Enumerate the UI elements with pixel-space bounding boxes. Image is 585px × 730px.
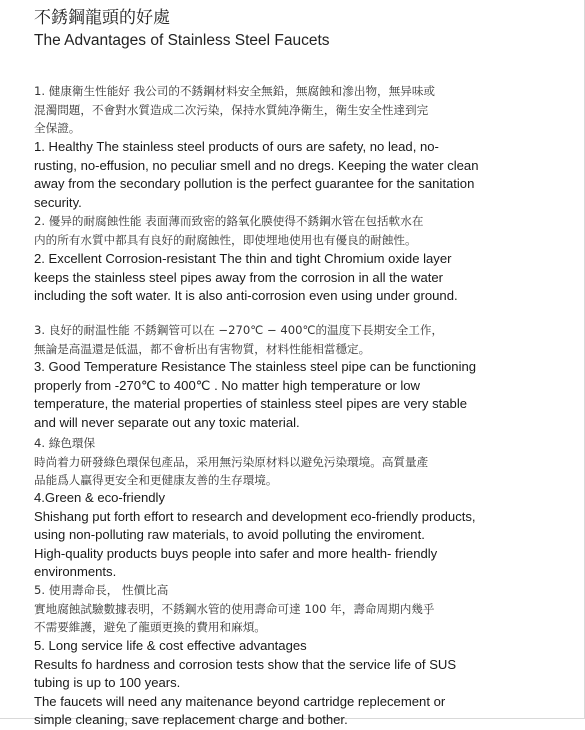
section-3-chinese-text: 3. 良好的耐温性能 不銹鋼管可以在 −270℃ − 400℃的温度下長期安全工作， 無論是高温還是低温，都不會析出有害物質，材料性能相當穩定。	[34, 323, 444, 356]
section-5-english-text: 5. Long service life & cost effective advantages Results fo hardness and corrosion tests show that the service life of SUS tubing is up to 100 years. The faucets will need any maitenance beyond cartridge replecement or simple cleaning, save replacement charge and bother.	[34, 638, 457, 727]
section-4-chinese-text: 4. 綠色環保 時尚着力研發綠色環保包產品，采用無污染原材料以避免污染環境。高質量產 品能爲人贏得更安全和更健康友善的生存環境。	[34, 436, 429, 487]
section-1-chinese-text: 1. 健康衛生性能好 我公司的不銹鋼材料安全無鉛，無腐蝕和滲出物，無异味或 混濁問題，不會對水質造成二次污染，保持水質純净衛生，衛生安全性達到完 全保證。	[34, 84, 436, 135]
page-title-chinese: 不銹鋼龍頭的好處	[34, 8, 170, 28]
section-2-chinese-text: 2. 優异的耐腐蝕性能 表面薄而致密的鉻氧化膜使得不銹鋼水管在包括軟水在 内的所有水質中都具有良好的耐腐蝕性，即使埋地使用也有優良的耐蝕性。	[34, 214, 424, 247]
section-4-english-text: 4.Green & eco-friendly Shishang put forth effort to research and development eco-friendly products, using non-polluting raw materials, to avoid polluting the enviroment. High-quality products buys people into safer and more health- friendly environments.	[34, 490, 476, 579]
section-3-english-text: 3. Good Temperature Resistance The stainless steel pipe can be functioning properly from -270℃ to 400℃ . No matter high temperature or low temperature, the material properties of stainless steel pipes are very stable and will never separate out any toxic material.	[34, 359, 477, 430]
section-2-english-text: 2. Excellent Corrosion-resistant The thin and tight Chromium oxide layer keeps the stainless steel pipes away from the corrosion in all the water including the soft water. It is also anti-corrosion even using under ground.	[34, 251, 458, 303]
section-1-english-text: 1. Healthy The stainless steel products of ours are safety, no lead, no- rusting, no-effusion, no peculiar smell and no dregs. Keeping the water clean away from the secondary pollution is the perfect guarantee for the sanitation security.	[34, 139, 479, 210]
page-title-english: The Advantages of Stainless Steel Faucets	[34, 32, 330, 49]
section-5-chinese-text: 5. 使用壽命長， 性價比高 實地腐蝕試驗數據表明，不銹鋼水管的使用壽命可達 100 年，壽命周期内幾乎 不需要維護，避免了龍頭更換的費用和麻煩。	[34, 583, 435, 634]
